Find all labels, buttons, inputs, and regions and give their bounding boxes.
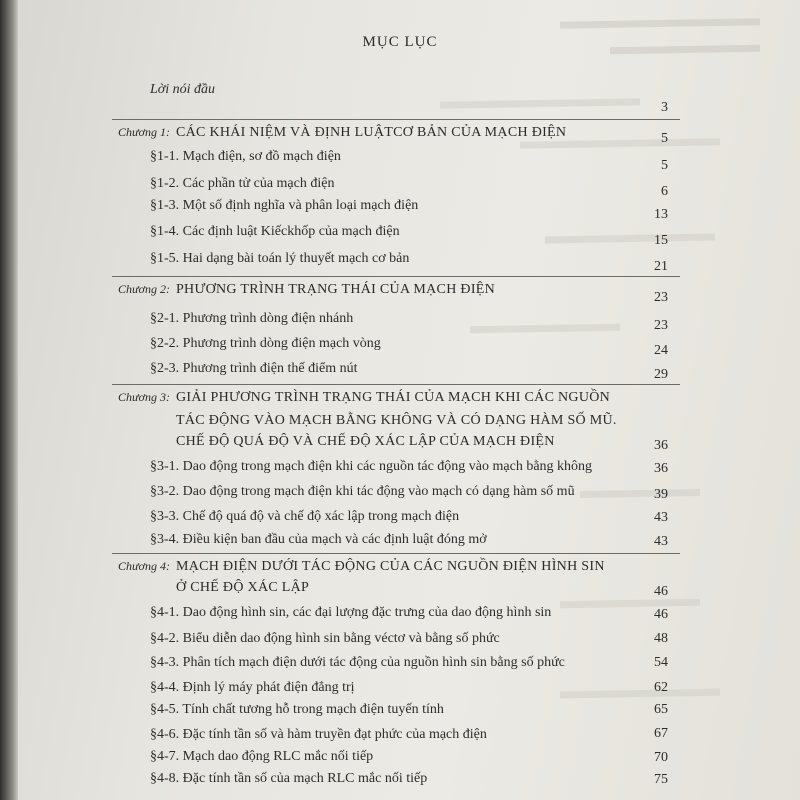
toc-entry[interactable]: §3-4. Điều kiện ban đầu của mạch và các định luật đóng mở xyxy=(150,532,487,547)
toc-entry[interactable]: §4-5. Tính chất tương hỗ trong mạch điện tuyến tính xyxy=(150,702,444,717)
toc-entry[interactable]: §4-8. Đặc tính tần số của mạch RLC mắc nối tiếp xyxy=(150,771,428,786)
toc-entry-page: 15 xyxy=(654,233,668,248)
chapter-label: Chương 2: xyxy=(118,282,170,296)
chapter-divider xyxy=(112,553,680,554)
toc-entry-page: 29 xyxy=(654,367,668,382)
page-title: MỤC LỤC xyxy=(362,34,438,50)
binding-shadow xyxy=(0,0,18,800)
chapter-title: GIẢI PHƯƠNG TRÌNH TRẠNG THÁI CỦA MẠCH KHI CÁC NGUỒN xyxy=(175,390,611,405)
toc-entry[interactable]: §2-1. Phương trình dòng điện nhánh xyxy=(150,311,354,326)
chapter-1-heading[interactable] xyxy=(118,125,566,141)
toc-entry-page: 75 xyxy=(654,772,668,787)
toc-entry[interactable]: §3-2. Dao động trong mạch điện khi tác động vào mạch có dạng hàm số mũ xyxy=(150,484,575,499)
preface-label: Lời nói đầu xyxy=(150,82,216,97)
chapter-label: Chương 3: xyxy=(118,390,170,404)
chapter-title-line: Ở CHẾ ĐỘ XÁC LẬP xyxy=(176,580,310,595)
chapter-page: 23 xyxy=(654,290,668,305)
chapter-title: MẠCH ĐIỆN DƯỚI TÁC ĐỘNG CỦA CÁC NGUỒN ĐIỆN HÌNH SIN xyxy=(175,559,605,574)
chapter-divider xyxy=(112,119,680,120)
chapter-label: Chương 1: xyxy=(118,125,170,139)
toc-entry[interactable]: §3-1. Dao động trong mạch điện khi các nguồn tác động vào mạch bằng không xyxy=(150,459,593,474)
chapter-title-line: CHẾ ĐỘ QUÁ ĐỘ VÀ CHẾ ĐỘ XÁC LẬP CỦA MẠCH ĐIỆN xyxy=(176,434,555,449)
toc-entry[interactable]: §1-4. Các định luật Kiếckhốp của mạch điện xyxy=(150,224,400,239)
toc-entry[interactable]: §4-7. Mạch dao động RLC mắc nối tiếp xyxy=(150,749,374,764)
toc-entry-page: 67 xyxy=(654,726,668,741)
toc-entry[interactable]: §4-2. Biểu diễn dao động hình sin bằng véctơ và bằng số phức xyxy=(150,631,500,646)
chapter-page: 46 xyxy=(654,584,668,599)
toc-entry[interactable]: §4-1. Dao động hình sin, các đại lượng đặc trưng của dao động hình sin xyxy=(150,605,552,620)
toc-entry-page: 48 xyxy=(654,631,668,646)
toc-entry-page: 65 xyxy=(654,702,668,717)
toc-entry[interactable]: §4-6. Đặc tính tần số và hàm truyền đạt phức của mạch điện xyxy=(150,727,487,742)
toc-entry-page: 36 xyxy=(654,461,668,476)
toc-entry-page: 46 xyxy=(654,607,668,622)
toc-entry-page: 70 xyxy=(654,750,668,765)
chapter-divider xyxy=(112,276,680,277)
toc-entry[interactable]: §1-1. Mạch điện, sơ đồ mạch điện xyxy=(150,149,341,164)
toc-entry[interactable]: §2-3. Phương trình điện thế điểm nút xyxy=(150,361,358,376)
chapter-2-heading[interactable] xyxy=(118,282,495,298)
toc-entry[interactable]: §3-3. Chế độ quá độ và chế độ xác lập trong mạch điện xyxy=(150,509,460,524)
toc-entry[interactable]: §1-3. Một số định nghĩa và phân loại mạch điện xyxy=(150,198,419,213)
toc-entry[interactable]: §4-3. Phân tích mạch điện dưới tác động của nguồn hình sin bằng số phức xyxy=(150,655,565,670)
toc-entry[interactable]: §1-5. Hai dạng bài toán lý thuyết mạch cơ bản xyxy=(150,251,410,266)
chapter-3-heading[interactable] xyxy=(118,390,610,406)
chapter-label: Chương 4: xyxy=(118,559,170,573)
chapter-page: 5 xyxy=(661,131,668,146)
chapter-page: 36 xyxy=(654,438,668,453)
preface-page: 3 xyxy=(661,100,668,115)
chapter-4-heading[interactable] xyxy=(118,559,605,575)
toc-entry-page: 5 xyxy=(661,158,668,173)
toc-entry-page: 54 xyxy=(654,655,668,670)
chapter-title: CÁC KHÁI NIỆM VÀ ĐỊNH LUẬTCƠ BẢN CỦA MẠCH ĐIỆN xyxy=(175,125,567,140)
toc-entry-page: 62 xyxy=(654,680,668,695)
toc-entry-page: 21 xyxy=(654,259,668,274)
toc-entry[interactable]: §1-2. Các phần tử của mạch điện xyxy=(150,176,335,191)
toc-entry-page: 24 xyxy=(654,343,668,358)
chapter-title: PHƯƠNG TRÌNH TRẠNG THÁI CỦA MẠCH ĐIỆN xyxy=(175,282,496,297)
toc-entry-page: 43 xyxy=(654,534,668,549)
toc-entry[interactable]: §4-4. Định lý máy phát điện đẳng trị xyxy=(150,680,355,695)
toc-entry-page: 6 xyxy=(661,184,668,199)
toc-entry-page: 23 xyxy=(654,318,668,333)
chapter-divider xyxy=(112,384,680,385)
chapter-title-line: TÁC ĐỘNG VÀO MẠCH BẰNG KHÔNG VÀ CÓ DẠNG HÀM SỐ MŨ. xyxy=(176,413,617,428)
toc-entry-page: 39 xyxy=(654,487,668,502)
toc-entry[interactable]: §2-2. Phương trình dòng điện mạch vòng xyxy=(150,336,381,351)
toc-entry-page: 13 xyxy=(654,207,668,222)
toc-entry-page: 43 xyxy=(654,510,668,525)
